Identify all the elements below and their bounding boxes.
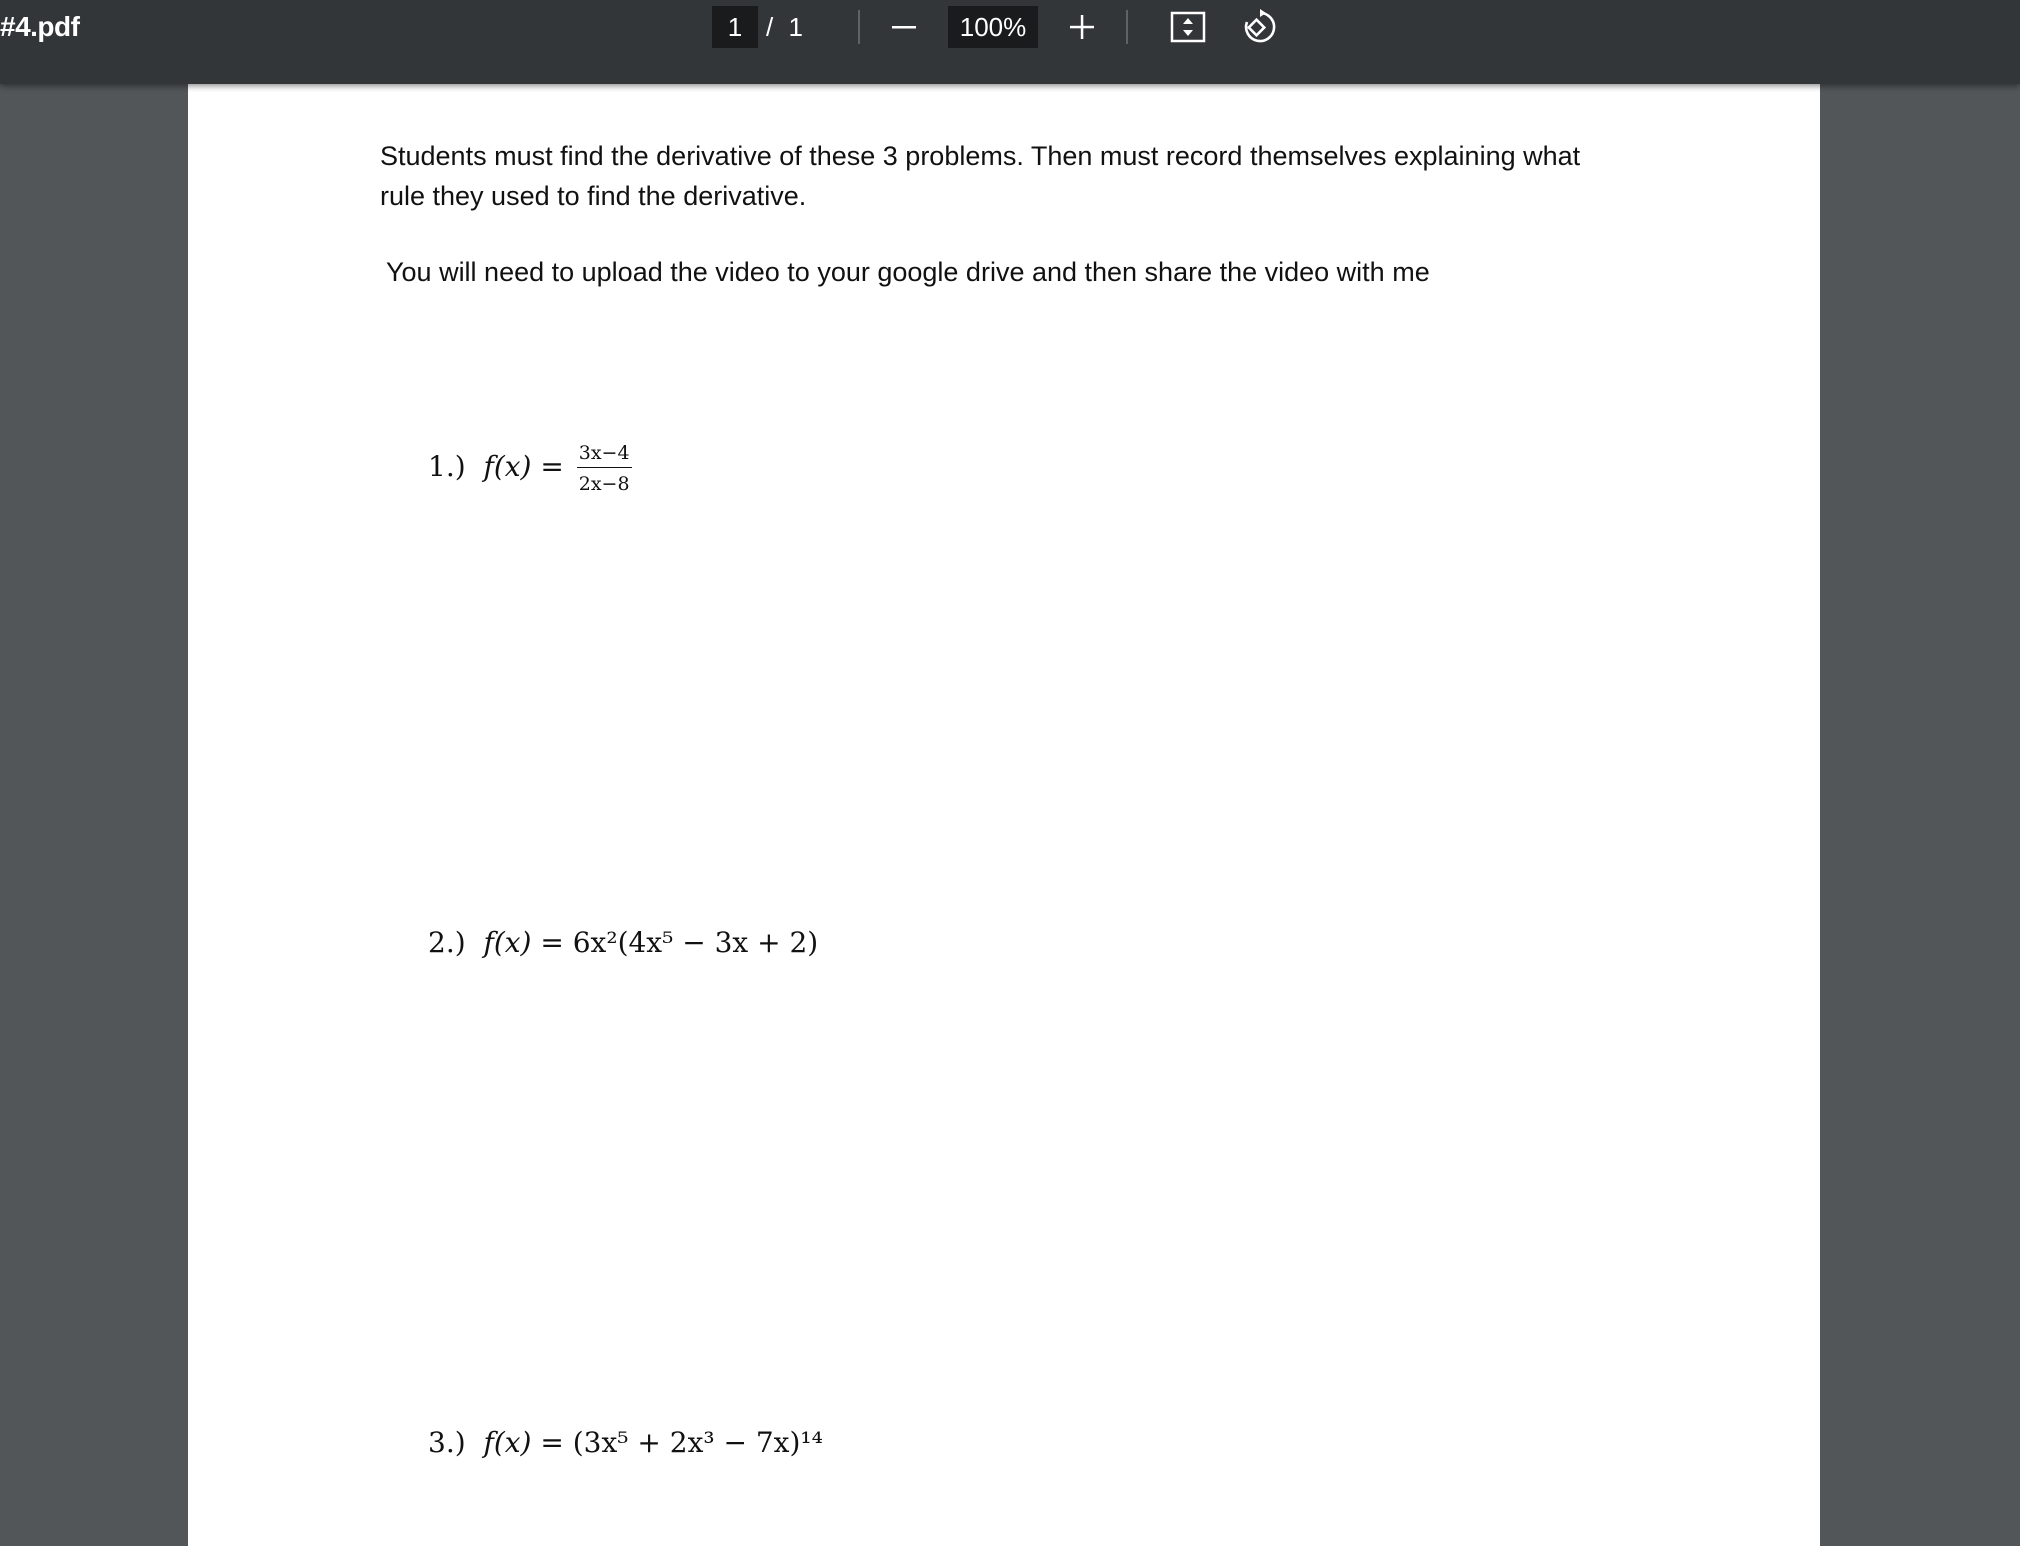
problem-3 <box>428 1426 823 1459</box>
zoom-in-button[interactable] <box>1060 6 1104 48</box>
zoom-input[interactable]: 100% <box>948 6 1038 48</box>
zoom-out-button[interactable] <box>882 6 926 48</box>
fraction <box>577 442 632 495</box>
problem-label: 2.) <box>428 926 466 959</box>
plus-icon <box>1068 13 1096 41</box>
rotate-icon <box>1241 8 1279 46</box>
upload-note-text: You will need to upload the video to your google drive and then share the video with me <box>386 257 1430 287</box>
fit-page-icon <box>1170 11 1206 43</box>
fraction-denominator: 2x−8 <box>578 473 630 495</box>
toolbar-divider <box>858 10 860 44</box>
problem-2 <box>428 926 818 959</box>
problem-label: 3.) <box>428 1426 466 1459</box>
problem-expression: 6x²(4x⁵ − 3x + 2) <box>572 926 819 959</box>
page-total: / 1 <box>766 12 807 42</box>
minus-icon <box>891 14 917 40</box>
problem-label: 1.) <box>428 450 466 483</box>
page-number-input[interactable]: 1 <box>712 6 758 48</box>
rotate-button[interactable] <box>1238 6 1282 48</box>
problem-1 <box>428 442 632 495</box>
instructions-text: Students must find the derivative of these 3 problems. Then must record themselves explaining what rule they used to find the derivative. <box>380 141 1581 211</box>
problem-lhs: f(x) = <box>483 450 564 483</box>
fit-to-page-button[interactable] <box>1166 6 1210 48</box>
pdf-page <box>188 40 1820 1546</box>
toolbar-divider <box>1126 10 1128 44</box>
problem-expression: (3x⁵ + 2x³ − 7x)¹⁴ <box>572 1426 823 1459</box>
problem-lhs: f(x) = <box>483 926 564 959</box>
document-title: #4.pdf <box>0 11 80 42</box>
fraction-numerator: 3x−4 <box>577 442 632 468</box>
pdf-toolbar <box>0 0 2020 84</box>
problem-lhs: f(x) = <box>483 1426 564 1459</box>
